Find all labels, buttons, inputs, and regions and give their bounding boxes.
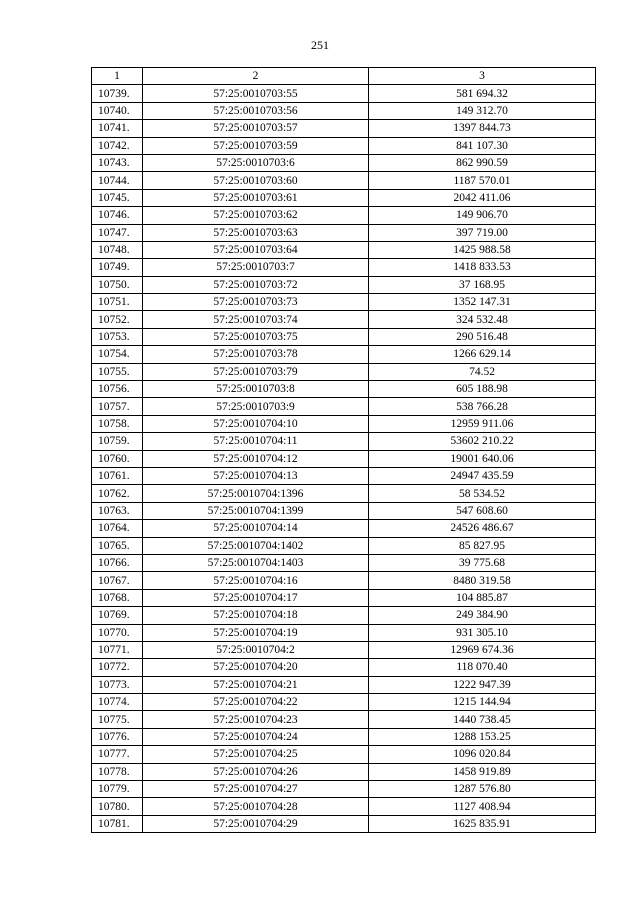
cadastral-value-cell: 397 719.00 — [369, 224, 596, 241]
column-header-number: 1 — [92, 68, 143, 85]
table-row — [92, 398, 596, 415]
cadastral-number-cell: 57:25:0010703:57 — [143, 120, 369, 137]
row-number-cell: 10739. — [92, 85, 143, 102]
cadastral-value-cell: 538 766.28 — [369, 398, 596, 415]
row-number-cell: 10750. — [92, 276, 143, 293]
table-row — [92, 659, 596, 676]
column-header-value: 3 — [369, 68, 596, 85]
cadastral-value-cell: 841 107.30 — [369, 137, 596, 154]
cadastral-value-cell: 1222 947.39 — [369, 676, 596, 693]
table-row — [92, 763, 596, 780]
table-row — [92, 641, 596, 658]
cadastral-value-cell: 931 305.10 — [369, 624, 596, 641]
cadastral-number-cell: 57:25:0010704:29 — [143, 815, 369, 832]
cadastral-number-cell: 57:25:0010704:26 — [143, 763, 369, 780]
row-number-cell: 10777. — [92, 746, 143, 763]
table-row — [92, 102, 596, 119]
table-row — [92, 311, 596, 328]
cadastral-number-cell: 57:25:0010704:28 — [143, 798, 369, 815]
table-row — [92, 589, 596, 606]
table-row — [92, 207, 596, 224]
cadastral-number-cell: 57:25:0010704:19 — [143, 624, 369, 641]
cadastral-number-cell: 57:25:0010703:78 — [143, 346, 369, 363]
cadastral-value-cell: 24526 486.67 — [369, 520, 596, 537]
table-row — [92, 85, 596, 102]
cadastral-value-cell: 1288 153.25 — [369, 728, 596, 745]
row-number-cell: 10752. — [92, 311, 143, 328]
row-number-cell: 10767. — [92, 572, 143, 589]
table-row — [92, 746, 596, 763]
row-number-cell: 10773. — [92, 676, 143, 693]
cadastral-number-cell: 57:25:0010703:55 — [143, 85, 369, 102]
row-number-cell: 10760. — [92, 450, 143, 467]
row-number-cell: 10764. — [92, 520, 143, 537]
cadastral-number-cell: 57:25:0010704:22 — [143, 694, 369, 711]
table-row — [92, 815, 596, 832]
cadastral-number-cell: 57:25:0010704:25 — [143, 746, 369, 763]
cadastral-number-cell: 57:25:0010703:8 — [143, 381, 369, 398]
cadastral-value-cell: 581 694.32 — [369, 85, 596, 102]
cadastral-number-cell: 57:25:0010704:12 — [143, 450, 369, 467]
row-number-cell: 10774. — [92, 694, 143, 711]
row-number-cell: 10756. — [92, 381, 143, 398]
cadastral-value-cell: 37 168.95 — [369, 276, 596, 293]
cadastral-value-cell: 12969 674.36 — [369, 641, 596, 658]
cadastral-value-cell: 1625 835.91 — [369, 815, 596, 832]
table-row — [92, 450, 596, 467]
cadastral-number-cell: 57:25:0010703:64 — [143, 241, 369, 258]
row-number-cell: 10751. — [92, 294, 143, 311]
cadastral-number-cell: 57:25:0010704:14 — [143, 520, 369, 537]
cadastral-number-cell: 57:25:0010703:75 — [143, 328, 369, 345]
cadastral-number-cell: 57:25:0010703:74 — [143, 311, 369, 328]
cadastral-value-cell: 104 885.87 — [369, 589, 596, 606]
cadastral-number-cell: 57:25:0010704:1403 — [143, 554, 369, 571]
cadastral-number-cell: 57:25:0010703:79 — [143, 363, 369, 380]
row-number-cell: 10753. — [92, 328, 143, 345]
row-number-cell: 10765. — [92, 537, 143, 554]
cadastral-number-cell: 57:25:0010704:10 — [143, 415, 369, 432]
row-number-cell: 10745. — [92, 189, 143, 206]
cadastral-number-cell: 57:25:0010703:63 — [143, 224, 369, 241]
cadastral-value-cell: 58 534.52 — [369, 485, 596, 502]
table-row — [92, 415, 596, 432]
cadastral-value-cell: 1352 147.31 — [369, 294, 596, 311]
cadastral-value-cell: 8480 319.58 — [369, 572, 596, 589]
cadastral-number-cell: 57:25:0010703:56 — [143, 102, 369, 119]
cadastral-number-cell: 57:25:0010703:6 — [143, 154, 369, 171]
table-row — [92, 711, 596, 728]
row-number-cell: 10781. — [92, 815, 143, 832]
row-number-cell: 10761. — [92, 467, 143, 484]
row-number-cell: 10743. — [92, 154, 143, 171]
table-row — [92, 728, 596, 745]
row-number-cell: 10778. — [92, 763, 143, 780]
cadastral-value-cell: 862 990.59 — [369, 154, 596, 171]
row-number-cell: 10740. — [92, 102, 143, 119]
table-row — [92, 328, 596, 345]
cadastral-value-cell: 74.52 — [369, 363, 596, 380]
cadastral-number-cell: 57:25:0010704:1399 — [143, 502, 369, 519]
cadastral-value-cell: 1266 629.14 — [369, 346, 596, 363]
row-number-cell: 10759. — [92, 433, 143, 450]
cadastral-number-cell: 57:25:0010704:1396 — [143, 485, 369, 502]
row-number-cell: 10757. — [92, 398, 143, 415]
table-row — [92, 172, 596, 189]
table-row — [92, 294, 596, 311]
table-row — [92, 363, 596, 380]
table-row — [92, 607, 596, 624]
table-row — [92, 502, 596, 519]
cadastral-value-cell: 1187 570.01 — [369, 172, 596, 189]
cadastral-value-cell: 12959 911.06 — [369, 415, 596, 432]
cadastral-value-cell: 149 906.70 — [369, 207, 596, 224]
table-row — [92, 120, 596, 137]
row-number-cell: 10762. — [92, 485, 143, 502]
cadastral-value-cell: 324 532.48 — [369, 311, 596, 328]
row-number-cell: 10758. — [92, 415, 143, 432]
table-row — [92, 346, 596, 363]
table-row — [92, 241, 596, 258]
table-row — [92, 154, 596, 171]
row-number-cell: 10748. — [92, 241, 143, 258]
table-row — [92, 137, 596, 154]
row-number-cell: 10771. — [92, 641, 143, 658]
cadastral-value-cell: 1096 020.84 — [369, 746, 596, 763]
table-row — [92, 381, 596, 398]
row-number-cell: 10749. — [92, 259, 143, 276]
table-row — [92, 798, 596, 815]
cadastral-number-cell: 57:25:0010703:72 — [143, 276, 369, 293]
cadastral-value-cell: 547 608.60 — [369, 502, 596, 519]
cadastral-number-cell: 57:25:0010704:17 — [143, 589, 369, 606]
cadastral-number-cell: 57:25:0010703:7 — [143, 259, 369, 276]
cadastral-number-cell: 57:25:0010703:73 — [143, 294, 369, 311]
cadastral-number-cell: 57:25:0010704:24 — [143, 728, 369, 745]
table-row — [92, 433, 596, 450]
cadastral-number-cell: 57:25:0010704:13 — [143, 467, 369, 484]
cadastral-value-cell: 1458 919.89 — [369, 763, 596, 780]
cadastral-value-cell: 1425 988.58 — [369, 241, 596, 258]
cadastral-number-cell: 57:25:0010703:60 — [143, 172, 369, 189]
cadastral-number-cell: 57:25:0010703:61 — [143, 189, 369, 206]
table-row — [92, 485, 596, 502]
row-number-cell: 10754. — [92, 346, 143, 363]
cadastral-value-cell: 24947 435.59 — [369, 467, 596, 484]
table-row — [92, 694, 596, 711]
cadastral-value-table — [91, 67, 596, 833]
cadastral-value-cell: 1440 738.45 — [369, 711, 596, 728]
row-number-cell: 10755. — [92, 363, 143, 380]
row-number-cell: 10741. — [92, 120, 143, 137]
row-number-cell: 10763. — [92, 502, 143, 519]
cadastral-value-cell: 605 188.98 — [369, 381, 596, 398]
table-row — [92, 554, 596, 571]
table-row — [92, 467, 596, 484]
cadastral-value-cell: 1287 576.80 — [369, 781, 596, 798]
row-number-cell: 10775. — [92, 711, 143, 728]
table-row — [92, 224, 596, 241]
table-row — [92, 624, 596, 641]
row-number-cell: 10746. — [92, 207, 143, 224]
table-row — [92, 781, 596, 798]
table-row — [92, 189, 596, 206]
cadastral-number-cell: 57:25:0010704:11 — [143, 433, 369, 450]
row-number-cell: 10766. — [92, 554, 143, 571]
cadastral-value-cell: 249 384.90 — [369, 607, 596, 624]
row-number-cell: 10780. — [92, 798, 143, 815]
cadastral-value-cell: 1397 844.73 — [369, 120, 596, 137]
table-row — [92, 572, 596, 589]
table-row — [92, 676, 596, 693]
cadastral-value-cell: 1127 408.94 — [369, 798, 596, 815]
cadastral-number-cell: 57:25:0010703:62 — [143, 207, 369, 224]
table-row — [92, 537, 596, 554]
column-header-cadastral-number: 2 — [143, 68, 369, 85]
cadastral-number-cell: 57:25:0010704:20 — [143, 659, 369, 676]
cadastral-value-cell: 290 516.48 — [369, 328, 596, 345]
cadastral-value-cell: 2042 411.06 — [369, 189, 596, 206]
cadastral-value-cell: 149 312.70 — [369, 102, 596, 119]
cadastral-number-cell: 57:25:0010704:27 — [143, 781, 369, 798]
row-number-cell: 10779. — [92, 781, 143, 798]
cadastral-number-cell: 57:25:0010703:9 — [143, 398, 369, 415]
cadastral-number-cell: 57:25:0010704:23 — [143, 711, 369, 728]
table-body — [92, 85, 596, 833]
row-number-cell: 10742. — [92, 137, 143, 154]
table-header-row — [92, 68, 596, 85]
cadastral-value-cell: 39 775.68 — [369, 554, 596, 571]
cadastral-value-cell: 118 070.40 — [369, 659, 596, 676]
cadastral-number-cell: 57:25:0010704:2 — [143, 641, 369, 658]
table-row — [92, 259, 596, 276]
row-number-cell: 10776. — [92, 728, 143, 745]
row-number-cell: 10772. — [92, 659, 143, 676]
row-number-cell: 10747. — [92, 224, 143, 241]
row-number-cell: 10769. — [92, 607, 143, 624]
row-number-cell: 10770. — [92, 624, 143, 641]
cadastral-value-cell: 53602 210.22 — [369, 433, 596, 450]
row-number-cell: 10744. — [92, 172, 143, 189]
cadastral-value-cell: 85 827.95 — [369, 537, 596, 554]
table-row — [92, 276, 596, 293]
cadastral-number-cell: 57:25:0010704:18 — [143, 607, 369, 624]
cadastral-value-cell: 1418 833.53 — [369, 259, 596, 276]
cadastral-number-cell: 57:25:0010704:21 — [143, 676, 369, 693]
page-number: 251 — [311, 38, 329, 52]
cadastral-value-cell: 19001 640.06 — [369, 450, 596, 467]
cadastral-value-cell: 1215 144.94 — [369, 694, 596, 711]
cadastral-number-cell: 57:25:0010704:16 — [143, 572, 369, 589]
table-row — [92, 520, 596, 537]
cadastral-number-cell: 57:25:0010703:59 — [143, 137, 369, 154]
cadastral-number-cell: 57:25:0010704:1402 — [143, 537, 369, 554]
row-number-cell: 10768. — [92, 589, 143, 606]
